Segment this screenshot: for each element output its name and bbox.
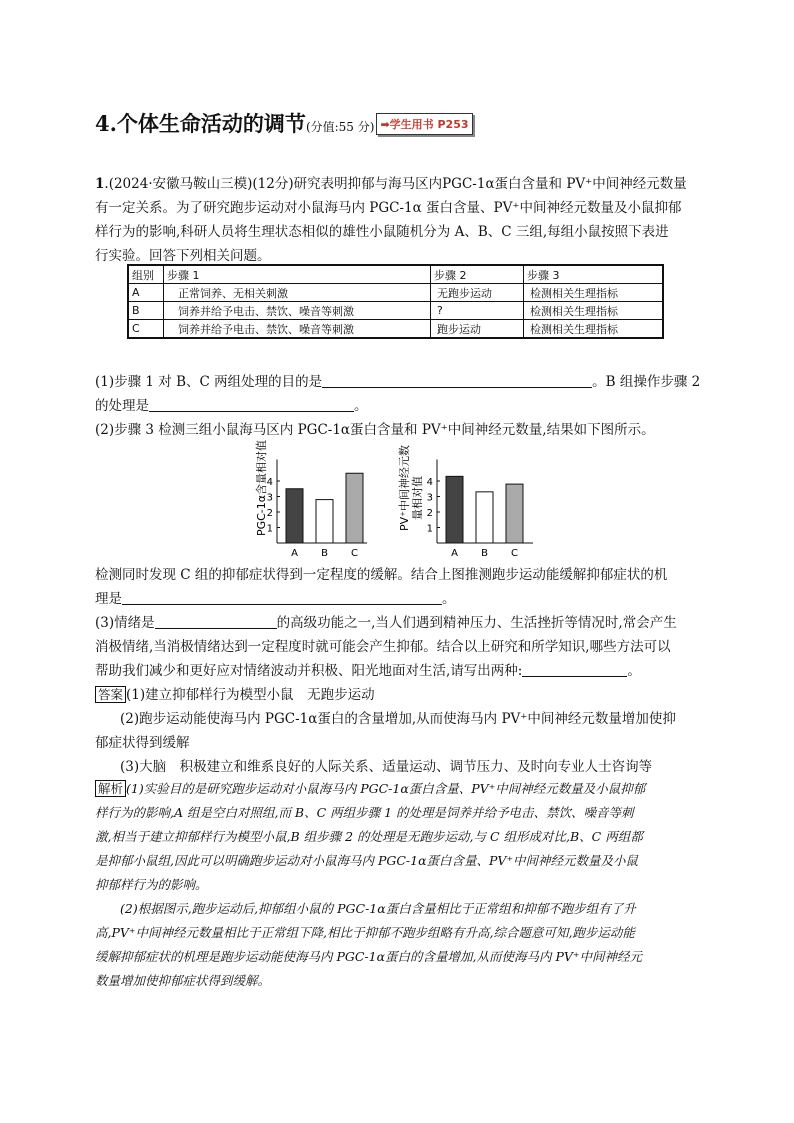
x-tick-label: A <box>451 548 458 559</box>
answer-blank-5[interactable] <box>522 662 627 677</box>
sub2-line-2: 检测同时发现 C 组的抑郁症状得到一定程度的缓解。结合上图推测跑步运动能缓解抑郁症状的机 <box>95 567 668 583</box>
bar-C <box>346 473 363 543</box>
bar-C <box>506 484 523 543</box>
student-book-link[interactable]: ➡学生用书 P253 <box>376 113 472 135</box>
x-tick-label: C <box>511 548 518 559</box>
sub2-line-3: 理是 。 <box>95 591 456 607</box>
analysis-line-9: 数量增加使抑郁症状得到缓解。 <box>95 973 271 988</box>
table-row: B 饲养并给予电击、禁饮、噪音等刺激 ? 检测相关生理指标 <box>128 302 663 320</box>
pv-chart-ylabel-line2: 量相对值 <box>411 476 424 520</box>
x-tick-label: A <box>291 548 298 559</box>
analysis-line-1: 解析 (1)实验目的是研究跑步运动对小鼠海马内 PGC-1α蛋白含量、PV⁺中间神经元数量及小鼠抑郁 <box>95 779 645 797</box>
sub1-line-1: (1)步骤 1 对 B、C 两组处理的目的是 。B 组操作步骤 2 <box>95 374 701 390</box>
y-tick-label: 2 <box>426 508 433 519</box>
answer-line-3: 郁症状得到缓解 <box>95 735 190 751</box>
y-tick-label: 3 <box>266 492 273 504</box>
question-line-1: 1.(2024·安徽马鞍山三模)(12分)研究表明抑郁与海马区内PGC-1α蛋白含量和 PV⁺中间神经元数量 <box>95 176 687 192</box>
page-title <box>95 108 473 138</box>
sub3-line-3: 帮助我们减少和更好应对情绪波动并积极、阳光地面对生活,请写出两种: 。 <box>95 663 641 679</box>
y-tick-label: 4 <box>426 477 433 488</box>
pv-chart-plot <box>427 460 533 560</box>
y-tick-label: 1 <box>266 523 273 535</box>
pv-chart <box>395 438 545 560</box>
table-row: C 饲养并给予电击、禁饮、噪音等刺激 跑步运动 检测相关生理指标 <box>128 320 663 339</box>
x-tick-label: C <box>351 548 358 559</box>
y-tick-label: 1 <box>426 523 433 535</box>
table-header-row: 组别 步骤 1 步骤 2 步骤 3 <box>128 265 663 284</box>
bar-A <box>446 476 463 543</box>
pgc-chart-plot <box>267 460 367 560</box>
answer-blank-1[interactable] <box>322 373 592 388</box>
answer-line-1: 答案 (1)建立抑郁样行为模型小鼠 无跑步运动 <box>95 683 375 703</box>
x-tick-label: B <box>321 548 328 559</box>
analysis-line-6: (2)根据图示,跑步运动后,抑郁组小鼠的 PGC-1α蛋白含量相比于正常组和抑郁不跑步组有了升 <box>120 901 636 916</box>
y-tick-label: 3 <box>426 492 433 504</box>
answer-blank-4[interactable] <box>155 614 277 629</box>
score-label: (分值:55 分) <box>305 120 375 134</box>
x-tick-label: B <box>481 548 488 559</box>
sub3-line-2: 消极情绪,当消极情绪达到一定程度时就可能会产生抑郁。结合以上研究和所学知识,哪些方法可以 <box>95 639 671 655</box>
question-line-3: 样行为的影响,科研人员将生理状态相似的雄性小鼠随机分为 A、B、C 三组,每组小鼠按照下表进 <box>95 224 669 240</box>
analysis-line-8: 缓解抑郁症状的机理是跑步运动能使海马内 PGC-1α蛋白的含量增加,从而使海马内 PV⁺中间神经元 <box>95 949 643 964</box>
y-tick-label: 4 <box>266 477 273 488</box>
pgc-chart <box>245 438 390 560</box>
bar-B <box>316 500 333 543</box>
title-text: 4.个体生命活动的调节 <box>95 111 306 136</box>
bar-B <box>476 492 493 543</box>
answer-line-2: (2)跑步运动能使海马内 PGC-1α蛋白的含量增加,从而使海马内 PV⁺中间神经元数量增加使抑 <box>120 711 676 727</box>
answer-tag: 答案 <box>95 686 126 703</box>
question-number: 1 <box>95 176 105 192</box>
pv-chart-ylabel-line1: PV⁺中间神经元数 <box>398 445 411 531</box>
analysis-line-7: 高,PV⁺中间神经元数量相比于正常组下降,相比于抑郁不跑步组略有升高,综合题意可知,跑步运动能 <box>95 925 635 940</box>
table-row: A 正常饲养、无相关刺激 无跑步运动 检测相关生理指标 <box>128 284 663 302</box>
steps-table <box>127 264 664 339</box>
sub2-line-1: (2)步骤 3 检测三组小鼠海马区内 PGC-1α蛋白含量和 PV⁺中间神经元数量,结果如下图所示。 <box>95 422 655 438</box>
answer-blank-3[interactable] <box>122 590 442 605</box>
analysis-line-5: 抑郁样行为的影响。 <box>95 877 208 892</box>
question-line-2: 有一定关系。为了研究跑步运动对小鼠海马内 PGC-1α 蛋白含量、PV⁺中间神经元数量及小鼠抑郁 <box>95 200 682 216</box>
analysis-line-4: 是抑郁小鼠组,因此可以明确跑步运动对小鼠海马内 PGC-1α蛋白含量、PV⁺中间神经元数量及小鼠 <box>95 853 639 868</box>
answer-blank-2[interactable] <box>149 397 354 412</box>
sub1-line-2: 的处理是 。 <box>95 398 368 414</box>
bar-A <box>286 489 303 543</box>
answer-line-4: (3)大脑 积极建立和维系良好的人际关系、适量运动、调节压力、及时向专业人士咨询等 <box>120 759 653 775</box>
analysis-tag: 解析 <box>95 780 126 797</box>
analysis-line-2: 样行为的影响,A 组是空白对照组,而 B、C 两组步骤 1 的处理是饲养并给予电击、禁饮、噪音等刺 <box>95 805 634 820</box>
pgc-chart-ylabel: PGC-1α含量相对值 <box>255 439 268 537</box>
question-line-4: 行实验。回答下列相关问题。 <box>95 248 271 264</box>
y-tick-label: 2 <box>266 508 273 519</box>
sub3-line-1: (3)情绪是 的高级功能之一,当人们遇到精神压力、生活挫折等情况时,常会产生 <box>95 615 677 631</box>
analysis-line-3: 激,相当于建立抑郁样行为模型小鼠,B 组步骤 2 的处理是无跑步运动,与 C 组形成对比,B、C 两组都 <box>95 829 643 844</box>
